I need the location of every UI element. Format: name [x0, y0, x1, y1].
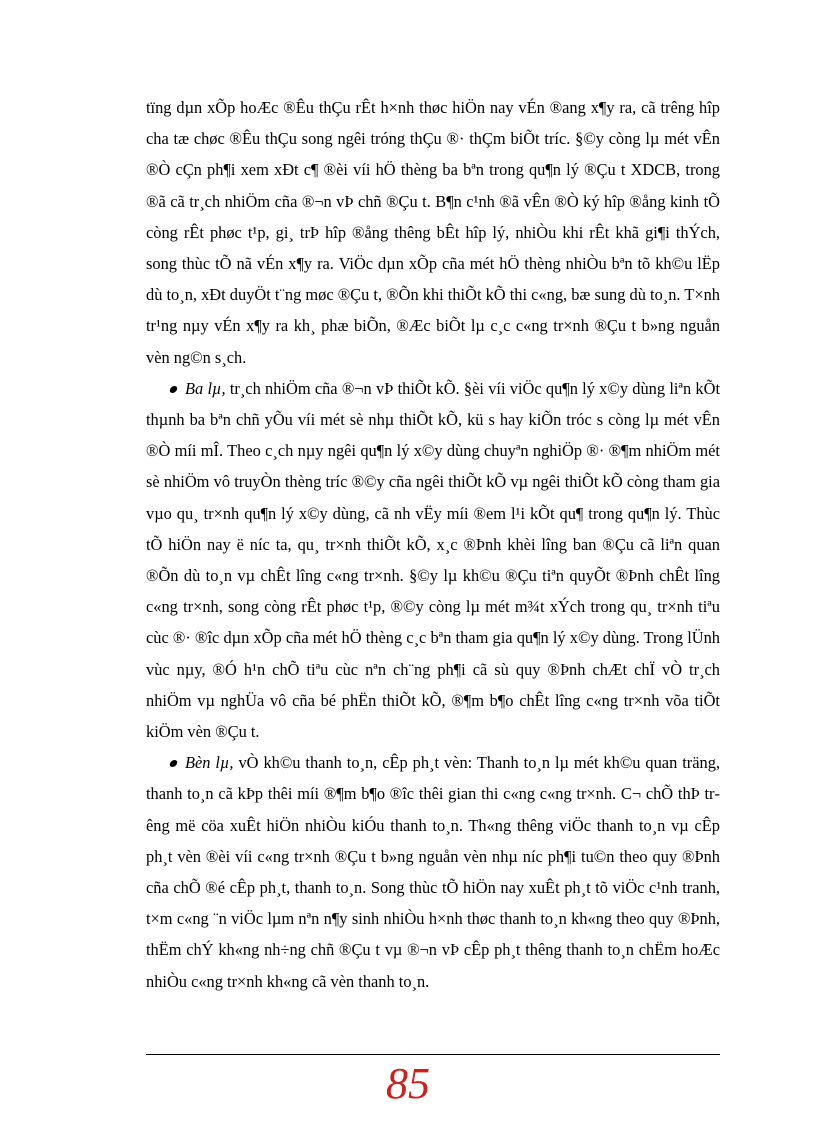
footer-rule — [146, 1054, 720, 1055]
paragraph-2-lead: Ba lµ, — [185, 378, 226, 398]
paragraph-2 — [146, 373, 720, 747]
page-body — [146, 92, 720, 997]
page-number: 85 — [386, 1059, 430, 1108]
paragraph-1-text: tïng dµn xÕp hoÆc ®Êu thÇu rÊt h×nh thøc hiÖn nay vÉn ®ang x¶y ra, cã trêng hîp cha tæ chøc ®Êu thÇu song ngêi tróng thÇu ®· thÇm biÕt tríc. §©y còng lµ mét vÊn ®Ò cÇn ph¶i xem xÐt c¶ ®èi víi hÖ thèng ba bªn trong qu¶n lý ®Çu t XDCB, trong ®ã cã tr¸ch nhiÖm cña ®¬n vÞ chñ ®Çu t. B¶n c¹nh ®ã vÊn ®Ò ký hîp ®ång kinh tÕ còng rÊt phøc t¹p, gi¸ trÞ hîp ®ång thêng bÊt hîp lý, nhiÒu khi rÊt khã gi¶i thÝch, song thùc tÕ nã vÉn x¶y ra. ViÖc dµn xÕp cña mét hÖ thèng nhiÒu bªn tõ kh©u lËp dù to¸n, xÐt duyÖt t¨ng møc ®Çu t, ®Õn khi thiÕt kÕ thi c«ng, bæ sung dù to¸n. T×nh tr¹ng nµy vÉn x¶y ra kh¸ phæ biÕn, ®Æc biÕt lµ c¸c c«ng tr×nh ®Çu t b»ng nguån vèn ng©n s¸ch. — [146, 98, 720, 367]
paragraph-1 — [146, 92, 720, 373]
paragraph-2-text: tr¸ch nhiÖm cña ®¬n vÞ thiÕt kÕ. §èi víi viÖc qu¶n lý x©y dùng liªn kÕt thµnh ba bªn chñ yÕu víi mét sè nhµ thiÕt kÕ, kü s hay kiÕn tróc s còng lµ mét vÊn ®Ò míi mÎ. Theo c¸ch nµy ngêi qu¶n lý x©y dùng chuyªn nghiÖp ®· ®¶m nhiÖm mét sè nhiÖm vô truyÒn thèng tríc ®©y cña ngêi thiÕt kÕ vµ ngêi thiÕt kÕ còng tham gia vµo qu¸ tr×nh qu¶n lý x©y dùng, cã nh vËy míi ®em l¹i kÕt qu¶ trong qu¶n lý. Thùc tÕ hiÖn nay ë níc ta, qu¸ tr×nh thiÕt kÕ, x¸c ®Þnh khèi lîng ban ®Çu cã liªn quan ®Õn dù to¸n vµ chÊt lîng c«ng tr×nh. §©y lµ kh©u ®Çu tiªn quyÕt ®Þnh chÊt lîng c«ng tr×nh, song còng rÊt phøc t¹p, ®©y còng lµ mét m¾t xÝch trong qu¸ tr×nh tiªu cùc ®· ®îc dµn xÕp cña mét hÖ thèng c¸c bªn tham gia qu¶n lý x©y dùng. Trong lÜnh vùc nµy, ®Ó h¹n chÕ tiªu cùc nªn ch¨ng ph¶i cã sù quy ®Þnh chÆt chÏ vÒ tr¸ch nhiÖm vµ nghÜa vô cña bé phËn thiÕt kÕ, ®¶m b¶o chÊt lîng c«ng tr×nh võa tiÕt kiÖm vèn ®Çu t. — [146, 378, 721, 742]
paragraph-3-text: vÒ kh©u thanh to¸n, cÊp ph¸t vèn: Thanh to¸n lµ mét kh©u quan träng, thanh to¸n cã kÞp thêi míi ®¶m b¶o ®îc thêi gian thi c«ng c«ng tr×nh. C¬ chÕ thÞ trêng më cöa xuÊt hiÖn nhiÒu kiÓu thanh to¸n. Th«ng thêng viÖc thanh to¸n vµ cÊp ph¸t vèn ®èi víi c«ng tr×nh ®Çu t b»ng nguån vèn nhµ níc ph¶i tu©n theo quy ®Þnh cña chÕ ®é cÊp ph¸t, thanh to¸n. Song thùc tÕ hiÖn nay xuÊt ph¸t tõ viÖc c¹nh tranh, t×m c«ng ¨n viÖc lµm nªn n¶y sinh nhiÒu h×nh thøc thanh to¸n kh«ng theo quy ®Þnh, thËm chÝ kh«ng nh÷ng chñ ®Çu t vµ ®¬n vÞ cÊp ph¸t thêng thanh to¸n chËm hoÆc nhiÒu c«ng tr×nh kh«ng cã vèn thanh to¸n. — [146, 753, 720, 991]
bullet-icon — [169, 386, 178, 393]
bullet-icon — [169, 760, 178, 767]
paragraph-3-lead: Bèn lµ, — [185, 753, 234, 773]
paragraph-3 — [146, 747, 720, 997]
